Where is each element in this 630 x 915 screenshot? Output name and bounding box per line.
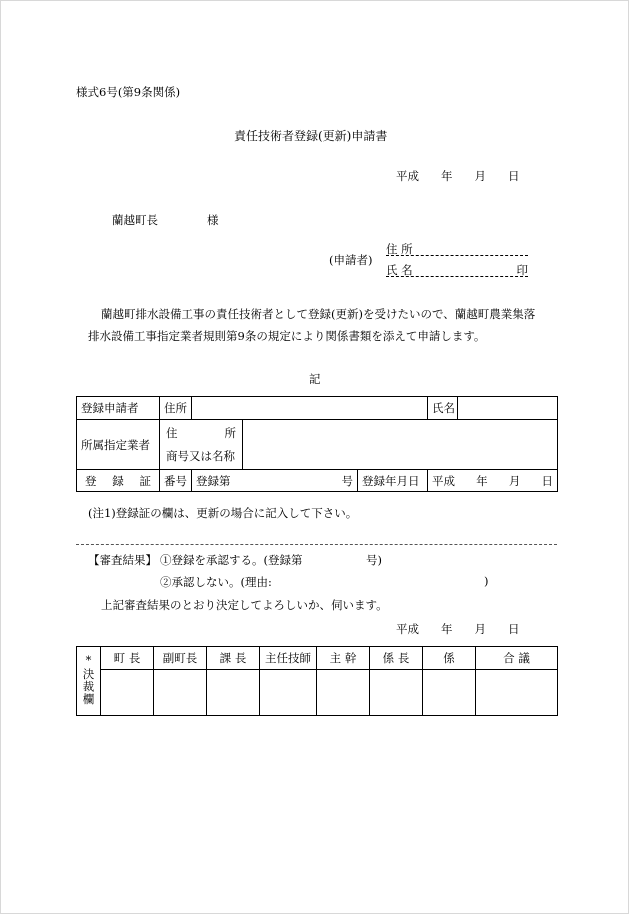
registration-table <box>76 396 558 492</box>
page-title: 責任技術者登録(更新)申請書 <box>234 129 388 143</box>
date-line: 平成 年 月 日 <box>396 169 520 183</box>
reg-suffix: 号 <box>341 473 353 488</box>
reg-date-label-cell: 登録年月日 <box>358 470 428 492</box>
body-text-line-1: 蘭越町排水設備工事の責任技術者として登録(更新)を受けたいので、蘭越町農業集落 <box>101 307 536 321</box>
ki-heading: 記 <box>309 372 321 386</box>
approval-header: 副町長 <box>154 647 207 670</box>
reg-prefix: 登録第 <box>196 473 231 488</box>
addressee-name: 蘭越町長 <box>112 213 158 227</box>
certificate-header: 登 録 証 <box>85 473 151 488</box>
approval-header: 主 幹 <box>317 647 370 670</box>
address-label-cell: 住所 <box>160 397 192 420</box>
applicant-header: 登録申請者 <box>81 401 139 415</box>
name-label-cell: 氏名 <box>428 397 458 420</box>
approval-table <box>76 646 558 716</box>
approval-stamp-cell[interactable] <box>370 670 423 716</box>
table-row <box>77 420 558 470</box>
table-row <box>77 470 558 492</box>
reg-year: 年 <box>476 473 488 488</box>
approval-side-label-cell <box>77 647 101 716</box>
applicant-cell <box>77 397 160 420</box>
table-row <box>77 397 558 420</box>
body-text-line-2: 排水設備工事指定業者規則第9条の規定により関係書類を添えて申請します。 <box>88 329 486 343</box>
approval-stamp-cell[interactable] <box>154 670 207 716</box>
approval-header: 町 長 <box>101 647 154 670</box>
approval-stamp-cell[interactable] <box>207 670 260 716</box>
contractor-value-cell[interactable] <box>243 420 558 470</box>
number-label-cell: 番号 <box>160 470 192 492</box>
registration-number-cell[interactable] <box>192 470 358 492</box>
review-reject-suffix: ) <box>484 574 489 588</box>
reg-day: 日 <box>541 473 553 488</box>
seal-mark: 印 <box>516 263 528 277</box>
divider-dashed <box>76 544 557 545</box>
approval-stamp-cell[interactable] <box>101 670 154 716</box>
reg-date-value-cell[interactable] <box>428 470 558 492</box>
certificate-header-cell <box>77 470 160 492</box>
approval-header: 主任技師 <box>260 647 317 670</box>
note-text: (注1)登録証の欄は、更新の場合に記入して下さい。 <box>88 506 358 520</box>
addressee-honorific: 様 <box>207 213 219 227</box>
approval-header: 係 長 <box>370 647 423 670</box>
review-approve-suffix: 号) <box>366 553 382 567</box>
approval-stamp-cell[interactable] <box>260 670 317 716</box>
table-row <box>77 670 558 716</box>
applicant-name-value[interactable] <box>458 397 558 420</box>
form-number: 様式6号(第9条関係) <box>76 85 181 99</box>
review-approve: ①登録を承認する。(登録第 <box>160 553 303 567</box>
approval-side-label: *決裁欄 <box>81 653 96 706</box>
approval-stamp-cell[interactable] <box>423 670 476 716</box>
business-name-label: 商号又は名称 <box>166 449 235 463</box>
reg-month: 月 <box>508 473 521 488</box>
applicant-name-line: 氏 名 印 <box>386 263 528 277</box>
reg-era: 平成 <box>432 473 455 488</box>
applicant-label: (申請者) <box>329 253 373 267</box>
approval-stamp-cell[interactable] <box>317 670 370 716</box>
contractor-label-cell <box>160 420 243 470</box>
review-reject: ②承認しない。(理由: <box>160 575 272 589</box>
designated-contractor-header: 所属指定業者 <box>77 420 160 470</box>
address-label-a: 住 <box>166 426 178 440</box>
approval-stamp-cell[interactable] <box>476 670 558 716</box>
approval-header: 係 <box>423 647 476 670</box>
applicant-address-line: 住 所 <box>386 241 528 256</box>
date-line-2: 平成 年 月 日 <box>396 622 520 636</box>
approval-header: 合 議 <box>476 647 558 670</box>
applicant-address-value[interactable] <box>192 397 428 420</box>
review-label: 【審査結果】 <box>88 553 157 567</box>
review-decision: 上記審査結果のとおり決定してよろしいか、伺います。 <box>101 598 388 612</box>
address-label-b: 所 <box>224 426 236 440</box>
approval-header: 課 長 <box>207 647 260 670</box>
table-row <box>77 647 558 670</box>
